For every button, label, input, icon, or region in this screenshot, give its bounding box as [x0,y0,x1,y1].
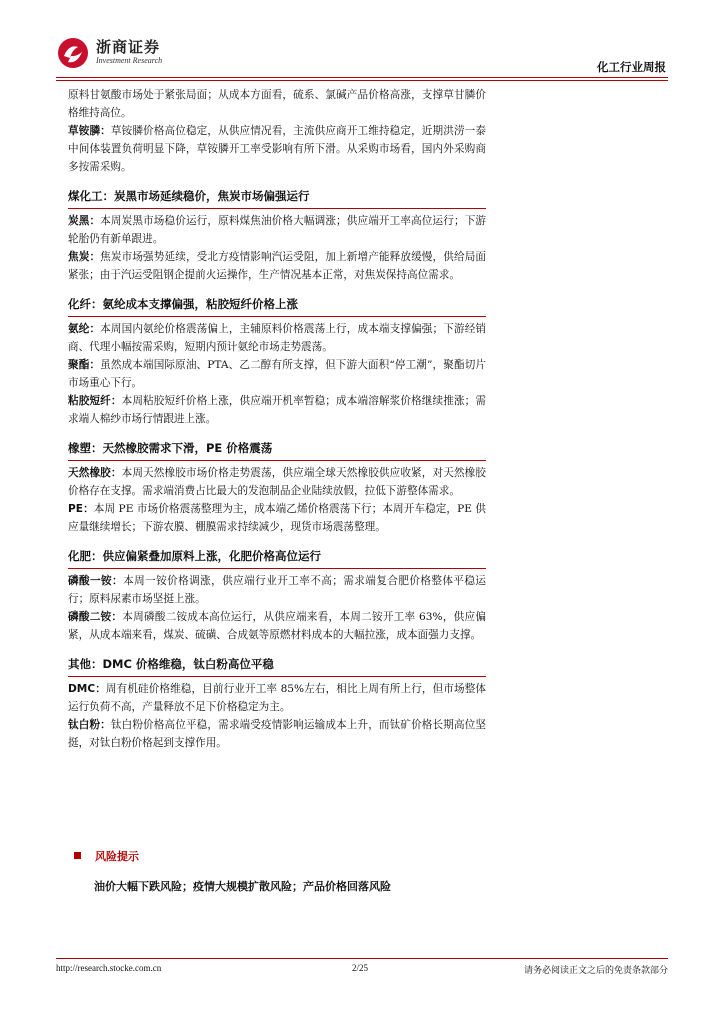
paragraph-lead-label: 草铵膦： [68,125,111,137]
risk-list: 油价大幅下跌风险；疫情大规模扩散风险；产品价格回落风险 [94,880,391,893]
body-paragraph [68,464,486,500]
page-number: 2/25 [352,963,369,973]
paragraph-text: 本周炭黑市场稳价运行，原料煤焦油价格大幅调涨；供应端开工率高位运行；下游轮胎仍有新单跟进。 [68,215,487,245]
paragraph-lead-label: 氨纶： [68,323,101,335]
paragraph-text: 原料甘氨酸市场处于紧张局面；从成本方面看，硫系、氯碱产品价格高涨，支撑草甘膦价格维持高位。 [68,89,486,119]
paragraph-lead-label: PE： [68,503,94,515]
paragraph-text: 虽然成本端国际原油、PTA、乙二醇有所支撑，但下游大面积“停工潮”，聚酯切片市场重心下行。 [68,359,487,389]
paragraph-text: 钛白粉价格高位平稳，需求端受疫情影响运输成本上升，而钛矿价格长期高位坚挺，对钛白粉价格起到支撑作用。 [68,719,487,749]
square-bullet-icon [74,852,81,859]
section-heading: 化肥：供应偏紧叠加原料上涨，化肥价格高位运行 [68,547,486,569]
header-divider-thin [56,80,668,81]
body-paragraph [68,680,486,716]
body-paragraph [68,608,486,644]
logo-english-name: Investment Research [96,56,163,65]
disclaimer-note: 请务必阅读正文之后的免责条款部分 [523,966,668,976]
body-paragraph [68,392,486,428]
paragraph-text: 本周国内氨纶价格震荡偏上，主辅原料价格震荡上行，成本端支撑偏强；下游经销商、代理小幅按需采购，短期内预计氨纶市场走势震荡。 [68,323,487,353]
body-paragraph [68,356,486,392]
section-heading: 煤化工：炭黑市场延续稳价，焦炭市场偏强运行 [68,187,486,209]
paragraph-text: 草铵膦价格高位稳定，从供应情况看，主流供应商开工维持稳定，近期洪涝一泰中间体装置负荷明显下降，草铵膦开工率受影响有所下滑。从采购市场看，国内外采购商多按需采购。 [68,125,487,173]
report-type-title: 化工行业周报 [597,60,666,74]
body-paragraph [68,500,486,536]
report-body [68,86,486,752]
paragraph-lead-label: 磷酸一铵： [68,575,124,587]
section-heading: 化纤：氨纶成本支撑偏强，粘胶短纤价格上涨 [68,295,486,317]
paragraph-lead-label: 粘胶短纤： [68,395,122,407]
body-paragraph [68,86,486,122]
footer-website-link[interactable]: http://research.stocke.com.cn [56,963,162,973]
logo-mark-icon [56,36,90,70]
paragraph-lead-label: 天然橡胶： [68,467,122,479]
risk-section [74,848,574,894]
body-paragraph [68,122,486,176]
body-paragraph [68,248,486,284]
paragraph-lead-label: 炭黑： [68,215,101,227]
section-heading: 橡塑：天然橡胶需求下滑，PE 价格震荡 [68,439,486,461]
paragraph-text: 本周一铵价格调涨，供应端行业开工率不高；需求端复合肥价格整体平稳运行；原料尿素市场坚挺上涨。 [68,575,487,605]
body-paragraph [68,320,486,356]
paragraph-text: 周有机硅价格维稳，目前行业开工率 85%左右，相比上周有所上行，但市场整体运行负荷不高，产量释放不足下价格稳定为主。 [68,683,486,713]
page-footer [56,958,668,988]
paragraph-lead-label: 钛白粉： [68,719,111,731]
risk-heading-text: 风险提示 [95,850,139,863]
paragraph-text: 本周 PE 市场价格震荡整理为主，成本端乙烯价格震荡下行；本周开车稳定，PE 供应量继续增长；下游农膜、棚膜需求持续减少，现货市场震荡整理。 [68,503,486,533]
body-paragraph [68,716,486,752]
paragraph-lead-label: DMC： [68,683,106,695]
paragraph-lead-label: 聚酯： [68,359,101,371]
section-heading: 其他：DMC 价格维稳，钛白粉高位平稳 [68,655,486,677]
paragraph-lead-label: 磷酸二铵： [68,611,123,623]
body-paragraph [68,212,486,248]
paragraph-text: 本周天然橡胶市场价格走势震荡，供应端全球天然橡胶供应收紧，对天然橡胶价格存在支撑。需求端消费占比最大的发泡制品企业陆续放假，拉低下游整体需求。 [68,467,487,497]
company-logo [56,34,216,74]
paragraph-text: 本周粘胶短纤价格上涨，供应端开机率暂稳；成本端溶解浆价格继续推涨；需求端人棉纱市场行情跟进上涨。 [68,395,487,425]
paragraph-text: 焦炭市场强势延续，受北方疫情影响汽运受阻，加上新增产能释放缓慢，供给局面紧张；由于汽运受阻钢企提前火运操作，生产情况基本正常，对焦炭保持高位需求。 [68,251,487,281]
page-header [56,34,668,78]
body-paragraph [68,572,486,608]
risk-heading [74,848,574,864]
logo-chinese-name: 浙商证券 [96,38,161,56]
header-divider [56,77,668,78]
paragraph-text: 本周磷酸二铵成本高位运行，从供应端来看，本周二铵开工率 63%，供应偏紧，从成本端来看，煤炭、硫磺、合成氨等原燃材料成本的大幅拉涨，成本面强力支撑。 [68,611,486,641]
paragraph-lead-label: 焦炭： [68,251,101,263]
footer-divider [56,958,668,959]
